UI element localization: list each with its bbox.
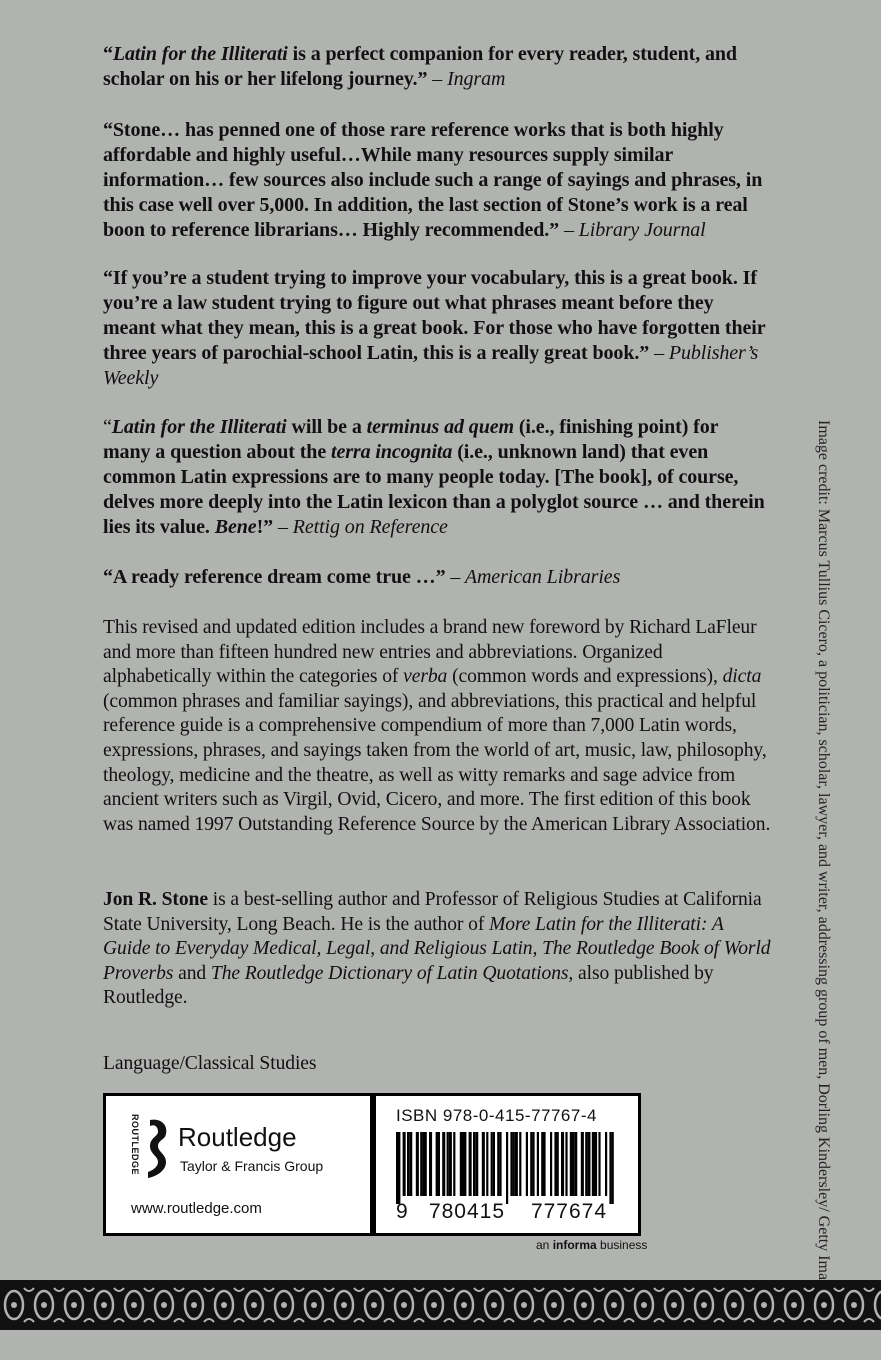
barcode-bar [526,1132,528,1196]
text-segment: !” [256,516,278,538]
border-motif [755,1288,784,1322]
barcode-digit-first: 9 [396,1200,408,1223]
decorative-border-pattern [0,1280,881,1330]
barcode-bar [482,1132,485,1196]
barcode-bar [447,1132,449,1196]
border-motif [5,1288,34,1322]
border-motif [815,1288,844,1322]
barcode-bar [605,1132,607,1196]
barcode-bar [581,1132,584,1196]
barcode-bar [609,1132,611,1204]
text-segment: Latin for the Illiterati [111,416,287,438]
border-motif [275,1288,304,1322]
text-segment: terminus ad quem [366,416,514,438]
review-quote-publishers-weekly [103,266,768,391]
barcode-bar [506,1132,508,1204]
barcode-bar [519,1132,521,1196]
barcode-digit-group-1: 780415 [428,1200,506,1223]
border-motif [125,1288,154,1322]
text-segment: and [173,962,211,984]
text-segment: (i.e., finishing point) for many a question about the [103,416,719,463]
barcode-bar [429,1132,432,1196]
border-motif [245,1288,274,1322]
barcode-bar [570,1132,572,1196]
barcode-bar [515,1132,518,1196]
text-segment: is a perfect companion for every reader, student, and scholar on his or her lifelong journey.” [103,43,737,90]
barcode-bar [420,1132,422,1196]
barcode-bar [409,1132,412,1196]
review-quote-rettig [103,415,768,540]
barcode-bar [598,1132,600,1196]
text-segment: – Ingram [432,68,506,90]
border-motif [425,1288,454,1322]
barcode-bar [592,1132,594,1196]
border-motif [515,1288,544,1322]
barcode-bar [587,1132,590,1196]
barcode-bar [499,1132,501,1196]
barcode-bar [438,1132,440,1196]
barcode-bar [403,1132,406,1196]
barcode-bar [513,1132,515,1196]
book-description [103,616,773,837]
border-motif [875,1288,881,1322]
barcode-bar [543,1132,545,1196]
barcode-bar [594,1132,597,1196]
publisher-panel [103,1093,373,1236]
barcode-digits [396,1200,636,1224]
barcode-bar [532,1132,534,1196]
text-segment: The Routledge Dictionary of Latin Quotations, [210,962,574,984]
barcode-bar [557,1132,559,1196]
barcode-bar [585,1132,587,1196]
text-segment: will be a [286,416,367,438]
barcode-bar [453,1132,455,1196]
barcode-bar [473,1132,475,1196]
publisher-name: Routledge [178,1122,297,1152]
border-motif [455,1288,484,1322]
border-motif [35,1288,64,1322]
review-quote-library-journal [103,118,768,243]
barcode-bar [491,1132,493,1196]
barcode-bar [425,1132,427,1196]
barcode-bar [416,1132,419,1196]
barcode-bar [469,1132,472,1196]
text-segment: is a best-selling author and Professor of Religious Studies at California State University, Long Beach. He is the author of [103,889,762,935]
text-segment: – Rettig on Reference [277,516,448,538]
border-motif [365,1288,394,1322]
text-segment: Bene [214,516,257,538]
barcode-bar [565,1132,567,1196]
border-motif [575,1288,604,1322]
text-segment: verba [403,666,448,688]
border-motif [665,1288,694,1322]
routledge-knight-logo-icon [144,1118,174,1180]
text-segment: (common words and expressions), [447,666,723,688]
isbn-label: ISBN 978-0-415-77767-4 [396,1106,597,1125]
image-credit: Image credit: Marcus Tullius Cicero, a politician, scholar, lawyer, and writer, addressing group of men, Dorling Kindersley/ Getty Images [815,420,832,1302]
barcode-bar [407,1132,409,1196]
border-motif [95,1288,124,1322]
text-segment: “ [103,43,113,65]
border-motif [545,1288,574,1322]
text-segment: “If you’re a student trying to improve your vocabulary, this is a great book. If you’re a law student trying to figure out what phrases meant before they meant what they mean, this is a great book. For those who have forgotten their three years of parochial-school Latin, this is a really great book.” [103,267,766,364]
barcode-bar [561,1132,564,1196]
text-segment: dicta [722,666,762,688]
barcode-bar [475,1132,478,1196]
review-quote-ingram [103,42,768,92]
text-segment: “ [103,416,112,438]
border-motif [305,1288,334,1322]
border-motif [635,1288,664,1322]
border-motif [185,1288,214,1322]
barcode-bar [497,1132,499,1196]
text-segment: also published by Routledge. [103,962,714,1009]
border-motif [845,1288,874,1322]
review-quote-american-libraries [103,565,768,590]
author-bio [103,888,773,1011]
barcode-bar [510,1132,512,1196]
barcode-digit-group-2: 777674 [530,1200,608,1223]
border-motif [725,1288,754,1322]
text-segment: More Latin for the Illiterati: A Guide to Everyday Medical, Legal, and Religious Latin, The Routledge Book of World Proverbs [103,913,771,984]
barcode-bar [464,1132,466,1196]
text-segment: terra incognita [331,441,453,463]
informa-business-label: an informa business [536,1238,648,1252]
text-segment: This revised and updated edition includes a brand new foreword by Richard LaFleur and more than fifteen hundred new entries and abbreviations. Organized alphabetically within the categories of [103,617,757,688]
barcode-bar [460,1132,462,1196]
barcode-bar [449,1132,452,1196]
barcode-bar [537,1132,539,1196]
barcode-bar [574,1132,577,1196]
barcode-bar [572,1132,574,1196]
barcode-bar [442,1132,445,1196]
barcode-bar [486,1132,488,1196]
border-motif [485,1288,514,1322]
isbn-panel [373,1093,641,1236]
text-segment: Latin for the Illiterati [112,43,288,65]
barcode-bar [612,1132,614,1204]
barcode-bar [493,1132,495,1196]
subject-category: Language/Classical Studies [103,1053,317,1074]
border-motif [395,1288,424,1322]
barcode-bar [398,1132,400,1204]
border-motif [335,1288,364,1322]
text-segment: “A ready reference dream come true …” [103,566,451,588]
text-segment: – Library Journal [563,219,706,241]
text-segment: Jon R. Stone [103,889,208,910]
border-motif [65,1288,94,1322]
barcode-bar [550,1132,552,1196]
text-segment: “Stone… has penned one of those rare reference works that is both highly affordable and highly useful…While many resources supply similar information… few sources also include such a range of sayings and phrases, in this case well over 5,000. In addition, the last section of Stone’s work is a real boon to reference librarians… Highly recommended.” [103,119,763,241]
border-motif [155,1288,184,1322]
border-motif [215,1288,244,1322]
barcode-bar [530,1132,532,1196]
barcode [396,1132,624,1204]
border-motif [605,1288,634,1322]
text-segment: – Publisher’s Weekly [103,342,759,389]
border-motif [785,1288,814,1322]
publisher-side-text: ROUTLEDGE [130,1114,140,1176]
publisher-website-link[interactable]: www.routledge.com [131,1200,262,1217]
text-segment: (i.e., unknown land) that even common Latin expressions are to many people today. [The book], of course, delves more deeply into the Latin lexicon than a polyglot source … and therein lies its value. [103,441,765,538]
text-segment: (common phrases and familiar sayings), and abbreviations, this practical and helpful reference guide is a comprehensive compendium of more than 7,000 Latin words, expressions, phrases, and sayings taken from the world of art, music, law, philosophy, theology, medicine and the theatre, as well as witty remarks and sage advice from ancient writers such as Virgil, Ovid, Cicero, and more. The first edition of this book was named 1997 Outstanding Reference Source by the American Library Association. [103,690,771,835]
border-motif [695,1288,724,1322]
publisher-tagline: Taylor & Francis Group [180,1158,324,1174]
text-segment: – American Libraries [450,566,621,588]
